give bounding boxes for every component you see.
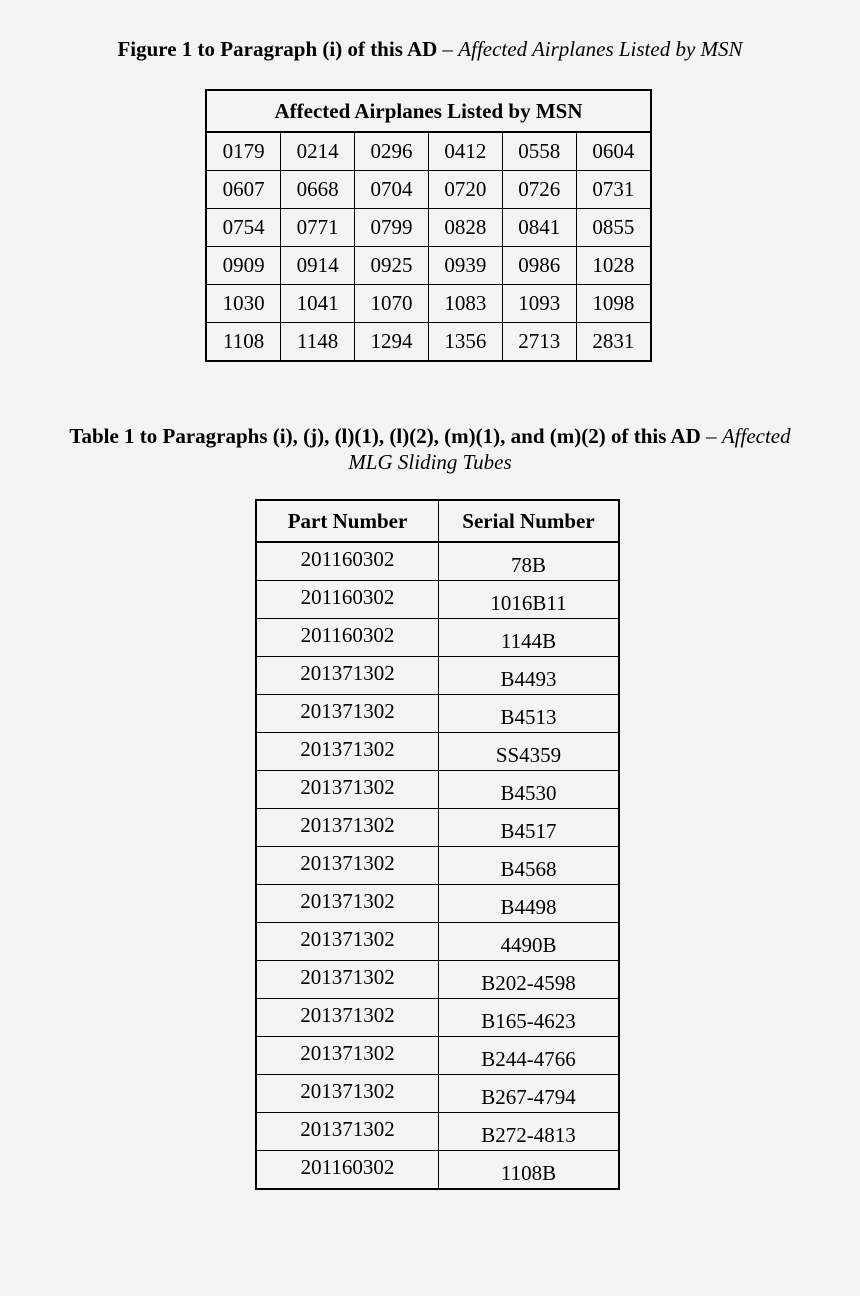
table-header: Affected Airplanes Listed by MSN [206, 90, 651, 132]
serial-number-cell: B4513 [439, 695, 620, 733]
msn-cell: 1108 [206, 323, 281, 362]
msn-cell: 1030 [206, 285, 281, 323]
part-number-cell: 201371302 [256, 657, 439, 695]
table-row [206, 132, 651, 171]
table-caption-dash: – [700, 424, 722, 448]
serial-number-cell: SS4359 [439, 733, 620, 771]
serial-number-cell: B267-4794 [439, 1075, 620, 1113]
table-row [256, 581, 619, 619]
msn-cell: 0914 [281, 247, 355, 285]
msn-cell: 0412 [428, 132, 502, 171]
part-number-cell: 201160302 [256, 581, 439, 619]
table-row [206, 247, 651, 285]
affected-mlg-sliding-tubes-table [255, 499, 620, 1190]
msn-cell: 0214 [281, 132, 355, 171]
part-number-cell: 201371302 [256, 847, 439, 885]
table-body [206, 132, 651, 361]
figure-caption-dash: – [437, 37, 459, 61]
msn-cell: 1041 [281, 285, 355, 323]
msn-cell: 0771 [281, 209, 355, 247]
serial-number-cell: 1108B [439, 1151, 620, 1190]
table-row [206, 171, 651, 209]
msn-cell: 0296 [355, 132, 429, 171]
msn-cell: 1356 [428, 323, 502, 362]
table-row [256, 923, 619, 961]
msn-cell: 1070 [355, 285, 429, 323]
affected-airplanes-table [205, 89, 652, 362]
part-number-cell: 201160302 [256, 542, 439, 581]
msn-cell: 0704 [355, 171, 429, 209]
serial-number-cell: B4517 [439, 809, 620, 847]
figure-caption-subtitle: Affected Airplanes Listed by MSN [458, 37, 743, 61]
part-number-cell: 201371302 [256, 923, 439, 961]
part-number-cell: 201371302 [256, 695, 439, 733]
figure-caption-title: Figure 1 to Paragraph (i) of this AD [117, 37, 438, 61]
msn-cell: 0604 [576, 132, 651, 171]
serial-number-cell: B272-4813 [439, 1113, 620, 1151]
table-row [206, 209, 651, 247]
table-body [256, 542, 619, 1189]
msn-cell: 1093 [502, 285, 576, 323]
table-row [256, 961, 619, 999]
msn-cell: 1294 [355, 323, 429, 362]
serial-number-cell: 78B [439, 542, 620, 581]
table-row [256, 619, 619, 657]
msn-cell: 0986 [502, 247, 576, 285]
table-row [256, 999, 619, 1037]
table-caption-title: Table 1 to Paragraphs (i), (j), (l)(1), (l)(2), (m)(1), and (m)(2) of this AD [69, 424, 701, 448]
msn-cell: 0607 [206, 171, 281, 209]
table-row [256, 1151, 619, 1190]
table-row [206, 323, 651, 362]
part-number-cell: 201371302 [256, 733, 439, 771]
figure-caption [0, 36, 860, 62]
part-number-cell: 201371302 [256, 1113, 439, 1151]
serial-number-header: Serial Number [439, 500, 620, 542]
serial-number-cell: B4498 [439, 885, 620, 923]
table-caption [0, 423, 860, 475]
msn-cell: 0668 [281, 171, 355, 209]
serial-number-cell: B202-4598 [439, 961, 620, 999]
table-row [256, 733, 619, 771]
msn-cell: 0720 [428, 171, 502, 209]
table-row [256, 657, 619, 695]
table-caption-subtitle-part2: MLG Sliding Tubes [348, 450, 512, 474]
msn-cell: 0799 [355, 209, 429, 247]
part-number-cell: 201371302 [256, 809, 439, 847]
table-header-row [206, 90, 651, 132]
serial-number-cell: 1016B11 [439, 581, 620, 619]
msn-cell: 0855 [576, 209, 651, 247]
msn-cell: 0179 [206, 132, 281, 171]
part-number-cell: 201371302 [256, 999, 439, 1037]
table-row [256, 885, 619, 923]
msn-cell: 1098 [576, 285, 651, 323]
serial-number-cell: B4530 [439, 771, 620, 809]
table-caption-subtitle-part1: Affected [721, 424, 791, 448]
part-number-cell: 201371302 [256, 885, 439, 923]
msn-cell: 1148 [281, 323, 355, 362]
table-row [256, 1037, 619, 1075]
msn-cell: 0925 [355, 247, 429, 285]
msn-cell: 1028 [576, 247, 651, 285]
msn-cell: 1083 [428, 285, 502, 323]
msn-cell: 0726 [502, 171, 576, 209]
msn-cell: 0841 [502, 209, 576, 247]
table-header-row [256, 500, 619, 542]
serial-number-cell: 1144B [439, 619, 620, 657]
msn-cell: 0909 [206, 247, 281, 285]
table-row [256, 1113, 619, 1151]
table-row [206, 285, 651, 323]
part-number-cell: 201371302 [256, 1037, 439, 1075]
serial-number-cell: B4568 [439, 847, 620, 885]
table-row [256, 809, 619, 847]
msn-cell: 2831 [576, 323, 651, 362]
part-number-cell: 201371302 [256, 1075, 439, 1113]
msn-cell: 2713 [502, 323, 576, 362]
serial-number-cell: B165-4623 [439, 999, 620, 1037]
table-row [256, 771, 619, 809]
part-number-header: Part Number [256, 500, 439, 542]
part-number-cell: 201371302 [256, 771, 439, 809]
serial-number-cell: B244-4766 [439, 1037, 620, 1075]
table-row [256, 542, 619, 581]
msn-cell: 0939 [428, 247, 502, 285]
part-number-cell: 201160302 [256, 619, 439, 657]
msn-cell: 0828 [428, 209, 502, 247]
serial-number-cell: B4493 [439, 657, 620, 695]
msn-cell: 0558 [502, 132, 576, 171]
table-row [256, 847, 619, 885]
table-row [256, 1075, 619, 1113]
table-row [256, 695, 619, 733]
serial-number-cell: 4490B [439, 923, 620, 961]
msn-cell: 0731 [576, 171, 651, 209]
msn-cell: 0754 [206, 209, 281, 247]
part-number-cell: 201371302 [256, 961, 439, 999]
part-number-cell: 201160302 [256, 1151, 439, 1190]
